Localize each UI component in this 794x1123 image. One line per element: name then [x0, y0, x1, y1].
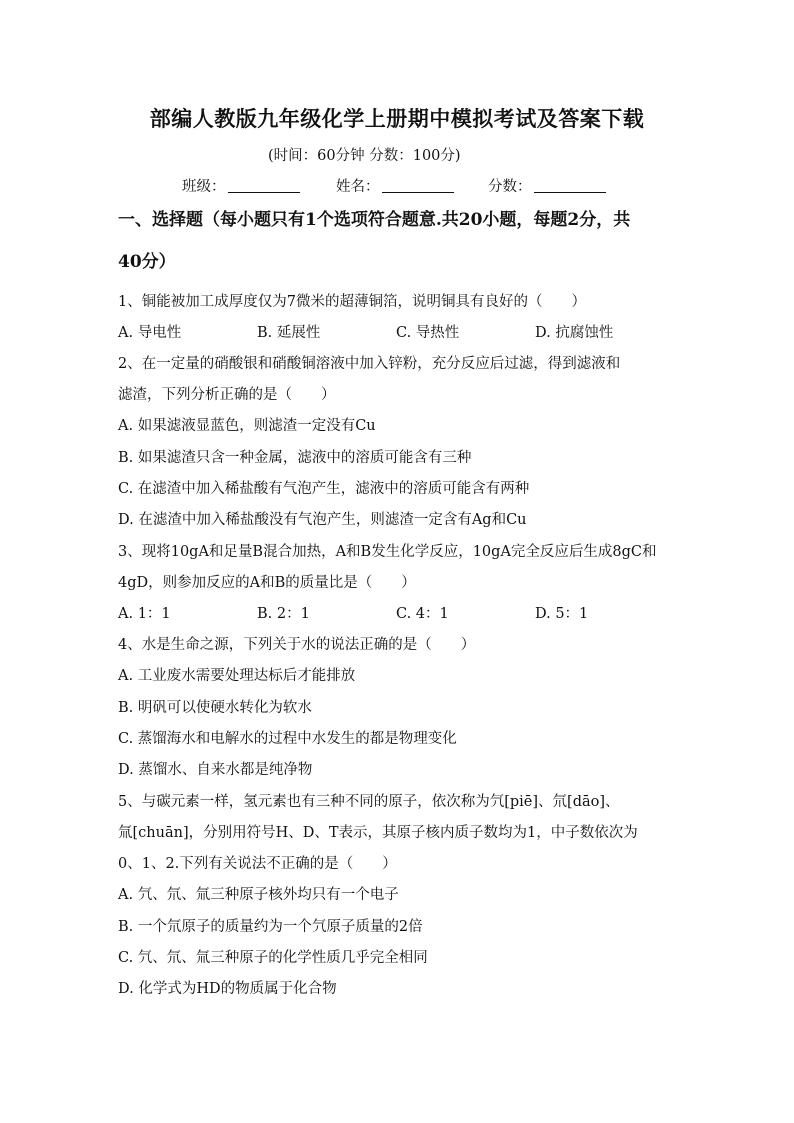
q5-option-c: C. 氕、氘、氚三种原子的化学性质几乎完全相同	[118, 950, 428, 966]
q3-stem-line1: 3、现将10gA和足量B混合加热，A和B发生化学反应，10gA完全反应后生成8gC和	[118, 544, 657, 560]
q3-option-c: C. 4：1	[396, 606, 449, 622]
q1-option-b: B. 延展性	[257, 325, 321, 341]
score-blank	[534, 178, 606, 193]
class-label: 班级：	[182, 179, 226, 195]
q1-option-d: D. 抗腐蚀性	[535, 325, 614, 341]
q1-option-a: A. 导电性	[118, 325, 182, 341]
name-field	[336, 175, 454, 196]
exam-title: 部编人教版九年级化学上册期中模拟考试及答案下载	[149, 106, 645, 131]
q2-option-c: C. 在滤渣中加入稀盐酸有气泡产生，滤液中的溶质可能含有两种	[118, 481, 530, 497]
q3-option-d: D. 5：1	[535, 606, 589, 622]
section-heading-line1: 一、选择题（每小题只有1个选项符合题意.共20小题，每题2分，共	[118, 210, 631, 230]
q2-option-b: B. 如果滤渣只含一种金属，滤液中的溶质可能含有三种	[118, 450, 472, 466]
q5-option-d: D. 化学式为HD的物质属于化合物	[118, 981, 337, 997]
q1-option-c: C. 导热性	[396, 325, 460, 341]
name-blank	[382, 178, 454, 193]
q2-option-a: A. 如果滤液显蓝色，则滤渣一定没有Cu	[118, 418, 376, 434]
q4-option-a: A. 工业废水需要处理达标后才能排放	[118, 668, 356, 684]
class-blank	[228, 178, 300, 193]
q5-option-b: B. 一个氘原子的质量约为一个氕原子质量的2倍	[118, 919, 423, 935]
exam-subtitle: (时间：60分钟 分数：100分)	[268, 148, 461, 164]
q2-stem-line1: 2、在一定量的硝酸银和硝酸铜溶液中加入锌粉，充分反应后过滤，得到滤液和	[118, 356, 621, 372]
section-heading	[118, 208, 678, 274]
name-label: 姓名：	[336, 179, 380, 195]
q1-stem: 1、铜能被加工成厚度仅为7微米的超薄铜箔，说明铜具有良好的（ ）	[118, 294, 586, 310]
class-field	[182, 175, 300, 196]
score-field	[488, 175, 606, 196]
q5-stem-line2: 氚[chuān]，分别用符号H、D、T表示，其原子核内质子数均为1，中子数依次为	[118, 825, 638, 841]
section-heading-line2: 40分）	[118, 252, 176, 272]
q5-stem-line1: 5、与碳元素一样，氢元素也有三种不同的原子，依次称为氕[piē]、氘[dāo]、	[118, 794, 620, 810]
q4-option-b: B. 明矾可以使硬水转化为软水	[118, 700, 312, 716]
q2-stem-line2: 滤渣，下列分析正确的是（ ）	[118, 387, 336, 403]
q4-option-c: C. 蒸馏海水和电解水的过程中水发生的都是物理变化	[118, 731, 457, 747]
q2-option-d: D. 在滤渣中加入稀盐酸没有气泡产生，则滤渣一定含有Ag和Cu	[118, 512, 527, 528]
q3-option-a: A. 1：1	[118, 606, 171, 622]
score-label: 分数：	[488, 179, 532, 195]
q5-option-a: A. 氕、氘、氚三种原子核外均只有一个电子	[118, 887, 399, 903]
q4-stem: 4、水是生命之源，下列关于水的说法正确的是（ ）	[118, 637, 476, 653]
q3-option-b: B. 2：1	[257, 606, 310, 622]
q5-stem-line3: 0、1、2.下列有关说法不正确的是（ ）	[118, 856, 397, 872]
q3-stem-line2: 4gD，则参加反应的A和B的质量比是（ ）	[118, 575, 416, 591]
q4-option-d: D. 蒸馏水、自来水都是纯净物	[118, 762, 313, 778]
